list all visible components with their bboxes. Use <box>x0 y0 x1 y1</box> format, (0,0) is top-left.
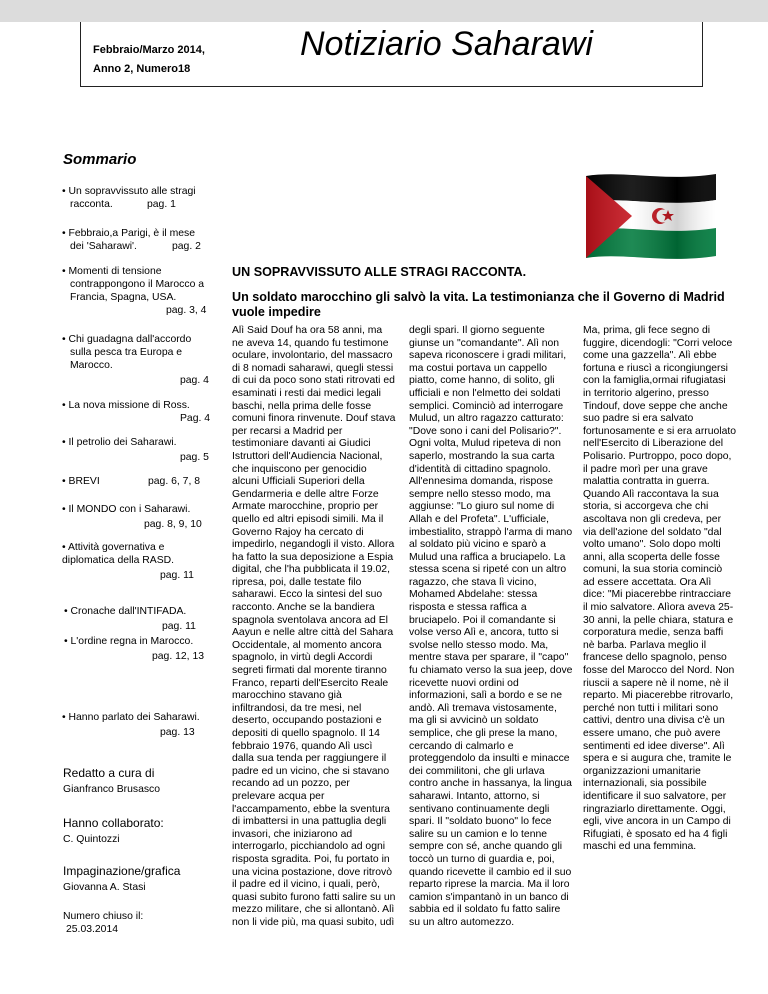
text-line: spagnola sventolava ancora ad El <box>232 614 388 626</box>
text-line: reparto. Mi piacerebbe ritrovarlo, <box>583 690 734 702</box>
text-line: All'ennesima domanda, rispose <box>409 476 554 488</box>
text-line: fortunosamente e si era arruolato <box>583 425 737 437</box>
text-line: alcuni Ufficiali Superiori della <box>232 476 365 488</box>
text-line: di 8 nomadi saharawi, quegli stessi <box>232 362 394 374</box>
toc-item[interactable] <box>62 399 232 425</box>
text-line: toccò un turno di guardia e, poi, <box>409 853 555 865</box>
toc-item-line: Marocco. <box>70 360 113 371</box>
text-line: digital, che l'ha pubblicata il 19.02, <box>232 564 390 576</box>
text-line: al soldato più vicino e sparò a <box>409 539 546 551</box>
text-line: segreti firmati dal morente tiranno <box>232 665 387 677</box>
article-column-2 <box>409 325 574 930</box>
text-line: Aayun e nelle altre città del Sahara <box>232 627 394 639</box>
credit-block <box>63 766 233 795</box>
text-line: per recarsi a Madrid per <box>232 425 343 437</box>
text-line: mentre stava per sparare, il "capo" <box>409 652 569 664</box>
toc-item-page: pag. 6, 7, 8 <box>148 476 200 487</box>
toc-item-page: pag. 8, 9, 10 <box>144 519 202 530</box>
text-line: di cui da poco sono stati ritrovati ed <box>232 375 395 387</box>
text-line: marocchino stavano già <box>232 690 342 702</box>
text-line: testimoniare davanti ai Giudici <box>232 438 371 450</box>
text-line: via dell'azione del soldato "dal <box>583 526 722 538</box>
text-line: comuni, la sua storia cominciò <box>583 564 723 576</box>
toc-item-page: pag. 2 <box>172 241 201 252</box>
text-line: ringraziarlo direttamente. Oggi, <box>583 803 726 815</box>
text-line: sapeva riconoscere i gradi militari, <box>409 350 567 362</box>
text-line: prelevare acqua per <box>232 790 325 802</box>
text-line: il mio salvatore. Alìora aveva 25- <box>583 602 734 614</box>
credit-heading: Redatto a cura di <box>63 766 155 780</box>
toc-item[interactable] <box>62 436 232 464</box>
text-line: ricevette nuovi ordini od <box>409 677 519 689</box>
text-line: identificare il suo salvatore, per <box>583 790 727 802</box>
toc-item-page: pag. 13 <box>160 727 195 738</box>
toc-item[interactable] <box>62 475 232 488</box>
text-line: ma gli si avvicinò un soldato <box>409 715 539 727</box>
toc-item-line: • BREVI <box>62 476 100 487</box>
text-line: Tindouf, dove seppe che anche <box>583 400 728 412</box>
toc-item-page: Pag. 4 <box>180 413 211 424</box>
text-line: sabbia ed il soldato fu fatto salire <box>409 904 561 916</box>
toc-item-line: • Chi guadagna dall'accordo <box>62 334 192 345</box>
text-line: in territorio algerino, presso <box>583 387 709 399</box>
toc-item-line: • La nova missione di Ross. <box>62 400 190 411</box>
text-line: dalla sua tenda per raggiungere il <box>232 753 387 765</box>
text-line: infiltrandosi, da tre mesi, nel <box>232 702 362 714</box>
text-line: camion s'impantanò in un banco di <box>409 891 569 903</box>
text-line: stessa scena si ripeté con un altro <box>409 564 567 576</box>
article-column-3 <box>583 325 743 854</box>
masthead <box>80 22 703 87</box>
text-line: cercando di calmarlo e <box>409 740 514 752</box>
toc-item[interactable] <box>62 541 232 582</box>
text-line: fu chiamato verso la sua jeep, dove <box>409 665 573 677</box>
text-line: aggiunse: "Lo giuro sul nome di <box>409 501 555 513</box>
text-line: Ogni volta, Mulud ripeteva di non <box>409 438 561 450</box>
text-line: una vicina postazione, dove ritrovò <box>232 866 392 878</box>
toc-item-page: pag. 12, 13 <box>152 651 204 662</box>
text-line: saperlo, mostrando la sua carta <box>409 450 555 462</box>
text-line: Ma, prima, gli fece segno di <box>583 325 711 336</box>
text-line: mezzo militare, che si allontanò. Alì <box>232 904 395 916</box>
text-line: Quando Alì raccontava la sua <box>583 488 719 500</box>
toc-item[interactable] <box>62 185 232 211</box>
text-line: giunse un "comandante". Alì non <box>409 337 560 349</box>
text-line: sempre con sé, anche quando gli <box>409 841 563 853</box>
toc-item-line: dei 'Saharawi'. <box>70 241 137 252</box>
text-line: saharawi. Ecco la sintesi del suo <box>232 589 383 601</box>
text-line: semplice, che gli prese la mano, <box>409 728 558 739</box>
text-line: il padre morì per una grave <box>583 463 708 475</box>
text-line: baschi, nella prima delle fosse <box>232 400 372 412</box>
text-line: d'identità di cittadino spagnolo. <box>409 463 551 475</box>
sahrawi-flag-image <box>584 170 718 262</box>
text-line: febbraio 1976, quando Alì uscì <box>232 740 373 752</box>
toc-item[interactable] <box>62 227 232 253</box>
text-line: ripresa, poi, dalle testate filo <box>232 576 362 588</box>
text-line: volse verso Alì e, ancora, tutto si <box>409 627 559 639</box>
text-line: "Dove sono i cani del Polisario?". <box>409 425 562 437</box>
text-line: andò. Alì tremava vistosamente, <box>409 702 557 714</box>
text-line: padre ed un vicino, che si stavano <box>232 765 390 777</box>
article-subheading: Un soldato marocchino gli salvò la vita. La testimonianza che il Governo di Madrid vuole impedire <box>232 290 725 319</box>
text-line: ragazzo, che stava lì vicino, <box>409 576 537 588</box>
text-line: invasori, che iniziarono ad <box>232 828 353 840</box>
text-line: con la famiglia,ormai rifugiatasi <box>583 375 726 387</box>
closing-label: Numero chiuso il: <box>63 911 144 922</box>
toc-item-line: • Cronache dall'INTIFADA. <box>64 606 187 617</box>
text-line: volto umano". Solo dopo molti <box>583 539 721 551</box>
top-bar <box>0 0 768 22</box>
text-line: 30 anni, la pelle chiara, statura e <box>583 614 734 626</box>
text-line: corporatura medie, senza baffi <box>583 627 724 639</box>
credit-heading: Impaginazione/grafica <box>63 864 181 878</box>
text-line: fosse del Marocco del Nord. Non <box>583 665 735 677</box>
toc-item-line: • Attività governativa e <box>62 542 165 553</box>
credit-value: Gianfranco Brusasco <box>63 784 161 795</box>
text-line: degli spari. Il giorno seguente <box>409 325 545 336</box>
text-line: depositi di quello spagnolo. Il 14 <box>232 728 380 739</box>
text-line: Mohamed Abdelahe: stessa <box>409 589 538 601</box>
text-line: come una gazzella". Alì ebbe <box>583 350 717 362</box>
toc-item[interactable] <box>62 605 232 633</box>
text-line: reparto riprese la marcia. Ma il loro <box>409 879 570 891</box>
toc-item[interactable] <box>62 711 232 739</box>
sommario-heading: Sommario <box>63 151 137 168</box>
toc-item-page: pag. 5 <box>180 452 209 463</box>
text-line: riuscii a sapere nè il nome, nè il <box>583 677 729 689</box>
toc-item[interactable] <box>62 503 232 531</box>
text-line: bruciapelo. Poi il comandante si <box>409 614 556 626</box>
text-line: oculare, involontario, del massacro <box>232 350 393 362</box>
toc-item-page: pag. 4 <box>180 375 209 386</box>
toc-item-page: pag. 11 <box>160 570 194 581</box>
toc-item-line: sulla pesca tra Europa e <box>70 347 183 358</box>
text-line: dei commilitoni, che gli urlava <box>409 765 545 777</box>
text-line: spari. Il "soldato buono" lo fece <box>409 816 552 828</box>
text-line: il padre ed il vicino, i quali, però, <box>232 879 380 891</box>
text-line: ma costui portava un cappello <box>409 362 548 374</box>
text-line: Polisario. Purtroppo, poco dopo, <box>583 450 732 462</box>
text-line: organizzazioni umanitarie <box>583 765 701 777</box>
text-line: ascoltava non gli credeva, per <box>583 513 722 525</box>
text-line: Rifugiati, è sposato ed ha 4 figli <box>583 828 728 840</box>
text-line: quello ed altri episodi simili. Ma il <box>232 513 384 525</box>
text-line: Armate marocchine, proprio per <box>232 501 379 513</box>
credit-heading: Hanno collaborato: <box>63 816 164 830</box>
toc-item-page: pag. 1 <box>147 199 176 210</box>
text-line: di imbattersi in una pattuglia degli <box>232 816 387 828</box>
text-line: quando ricevette il cambio ed il suo <box>409 866 572 878</box>
text-line: racconto. Anche se la bandiera <box>232 602 375 614</box>
text-line: storia, si accorgeva che chi <box>583 501 709 513</box>
toc-item-line: • Un sopravvissuto alle stragi <box>62 186 196 197</box>
text-line: sentivano continuamente degli <box>409 803 550 815</box>
text-line: comuni finora rinvenute. Douf stava <box>232 413 396 425</box>
text-line: sentimenti ed idee diverse". Alì <box>583 740 725 752</box>
toc-item-line: • Febbraio,a Parigi, è il mese <box>62 228 196 239</box>
toc-item-line: diplomatica della RASD. <box>62 555 175 566</box>
text-line: contro anche in hassanya, la lingua <box>409 778 572 790</box>
article-headline: UN SOPRAVVISSUTO ALLE STRAGI RACCONTA. <box>232 265 527 279</box>
text-line: deserto, occupando postazioni e <box>232 715 382 727</box>
text-line: che inquiscono per genocidio <box>232 463 367 475</box>
text-line: ne aveva 14, quando fu testimone <box>232 337 389 349</box>
credit-value: C. Quintozzi <box>63 834 120 845</box>
text-line: Occidentale, al momento ancora <box>232 639 382 651</box>
text-line: nell'Esercito di Liberazione del <box>583 438 724 450</box>
toc-item-page: pag. 3, 4 <box>166 305 207 316</box>
text-line: Mulud una raffica a bruciapelo. La <box>409 551 566 563</box>
closing-date-block <box>63 910 233 936</box>
text-line: Governo Rajoy ha cercato di <box>232 526 364 538</box>
text-line: dice: "Mi piacerebbe rintracciare <box>583 589 732 601</box>
credit-value: Giovanna A. Stasi <box>63 882 146 893</box>
text-line: l'accampamento, ebbe la sventura <box>232 803 390 815</box>
toc-item-line: • Il petrolio dei Saharawi. <box>62 437 177 448</box>
text-line: salire su un camion e lo tenne <box>409 828 548 840</box>
text-line: ufficiali e non l'elmetto dei soldati <box>409 387 561 399</box>
text-line: fuggire, dicendogli: "Corri veloce <box>583 337 733 349</box>
toc-item-line: • Momenti di tensione <box>62 266 162 277</box>
text-line: sempre nello stesso modo, ma <box>409 488 551 500</box>
text-line: spera e si augura che, tramite le <box>583 753 732 765</box>
credit-block <box>63 864 233 893</box>
toc-item-line: contrappongono il Marocco a <box>70 279 205 290</box>
text-line: saharawi. Intanto, attorno, si <box>409 790 540 802</box>
article-column-1 <box>232 325 397 930</box>
issue-date: Febbraio/Marzo 2014, <box>93 44 205 56</box>
toc-item-line: • Hanno parlato dei Saharawi. <box>62 712 200 723</box>
text-line: recando ad un pozzo, per <box>232 778 350 790</box>
toc-item-line: racconta. <box>70 199 113 210</box>
text-line: perché non tutti i militari sono <box>583 702 719 714</box>
toc-item-line: • L'ordine regna in Marocco. <box>64 636 194 647</box>
issue-number: Anno 2, Numero18 <box>93 63 191 75</box>
text-line: Mulud, un altro ragazzo catturato: <box>409 413 564 425</box>
text-line: ha fatto la sua deposizione a Espia <box>232 551 394 563</box>
toc-item-line: Francia, Spagna, USA. <box>70 292 177 303</box>
text-line: Gendarmeria e delle altre Forze <box>232 488 379 500</box>
text-line: non li vide più, ma quasi subito, udì <box>232 916 395 928</box>
text-line: maschi ed una femmina. <box>583 841 697 853</box>
text-line: spagnolo, in virtù degli Accordi <box>232 652 373 664</box>
toc-item[interactable] <box>62 333 232 387</box>
toc-item[interactable] <box>62 635 232 663</box>
text-line: fortuna e riuscì a ricongiungersi <box>583 362 728 374</box>
text-line: interrogarlo, picchiandolo ad ogni <box>232 841 386 853</box>
text-line: suo padre si era salvato <box>583 413 694 425</box>
text-line: semplici. Cominciò ad interrogare <box>409 400 564 412</box>
text-line: cattivi, dentro una divisa c'è un <box>583 715 725 727</box>
text-line: risposta sgradita. Poi, fu portato in <box>232 853 390 865</box>
text-line: piatto, come hanno, di solito, gli <box>409 375 555 387</box>
text-line: svolse nello stesso modo. Ma, <box>409 639 549 651</box>
text-line: essere umano, che può avere <box>583 728 721 739</box>
text-line: risposta e stessa raffica a <box>409 602 527 614</box>
credit-block <box>63 816 233 845</box>
text-line: Allah e del Profeta". L'ufficiale, <box>409 513 550 525</box>
text-line: ad essere accettata. Ora Alì <box>583 576 712 588</box>
text-line: Franco, reparti dell'Esercito Reale <box>232 677 389 689</box>
text-line: proteggendolo da insulti e minacce <box>409 753 570 765</box>
text-line: francese dello spagnolo, penso <box>583 652 727 664</box>
text-line: quasi subito furono fatti salire su un <box>232 891 396 903</box>
closing-date: 25.03.2014 <box>66 924 119 935</box>
text-line: internazionali, sia possibile <box>583 778 707 790</box>
text-line: egli, vive ancora in un Campo di <box>583 816 731 828</box>
text-line: Alì Said Douf ha ora 58 anni, ma <box>232 325 383 336</box>
text-line: anni, alla scoperta delle fosse <box>583 551 720 563</box>
text-line: informazioni, salì a bordo e se ne <box>409 690 563 702</box>
text-line: esaminati i resti dai medici legali <box>232 387 381 399</box>
text-line: su un altro automezzo. <box>409 916 515 928</box>
text-line: imbestialito, strappò l'arma di mano <box>409 526 573 538</box>
text-line: malattia contratta in guerra. <box>583 476 710 488</box>
newsletter-title: Notiziario Saharawi <box>300 25 593 63</box>
toc-item[interactable] <box>62 265 232 317</box>
toc-item-line: • Il MONDO con i Saharawi. <box>62 504 191 515</box>
text-line: Istruttori dell'Audiencia Nacional, <box>232 450 383 462</box>
text-line: nè barba. Parlava meglio il <box>583 639 707 651</box>
text-line: impedirlo, negandogli il visto. Allora <box>232 539 395 551</box>
toc-item-page: pag. 11 <box>162 621 196 632</box>
